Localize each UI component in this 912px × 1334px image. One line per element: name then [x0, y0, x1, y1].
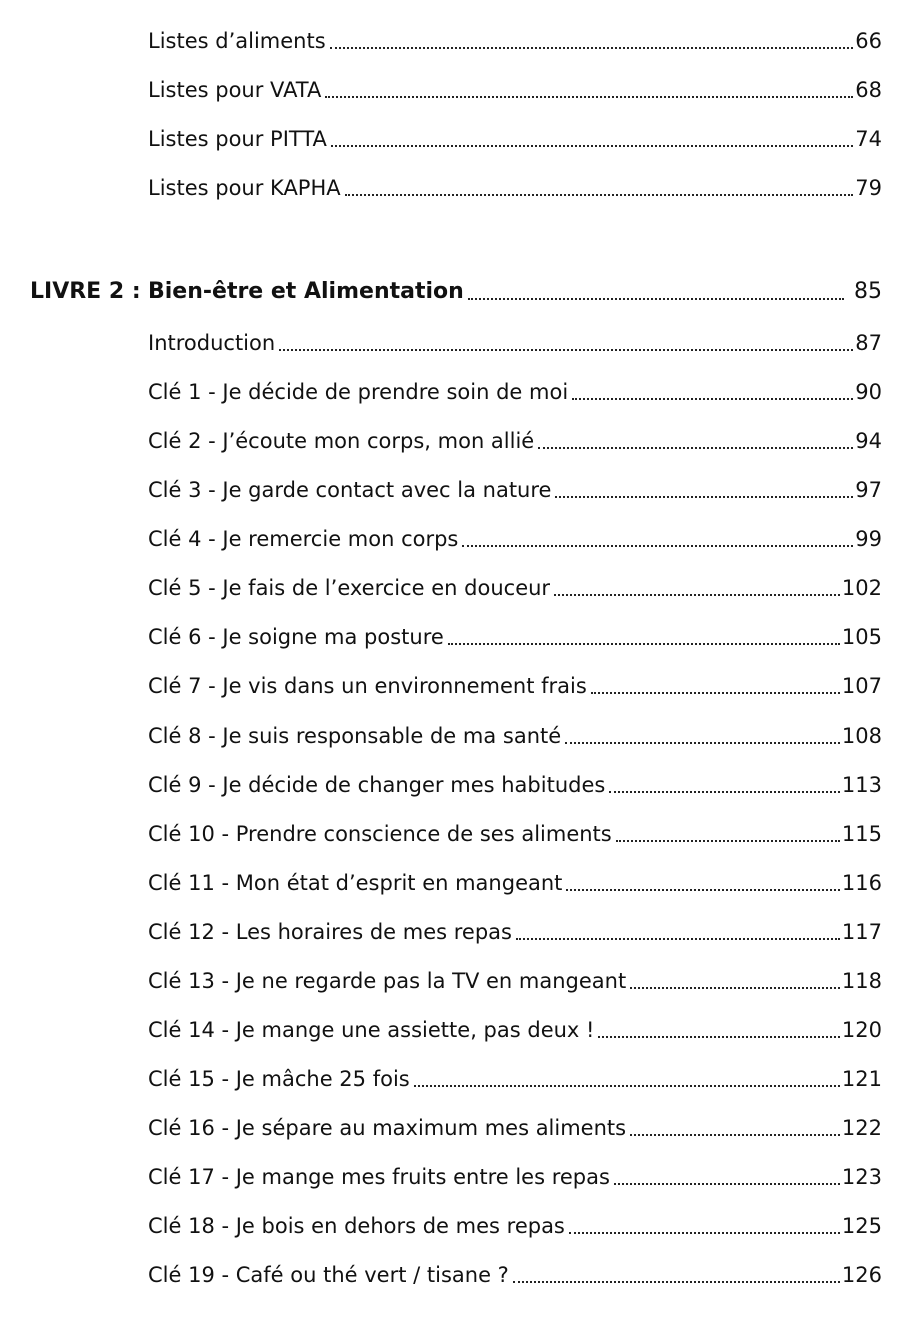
toc-entry-label: Clé 11 - Mon état d’esprit en mangeant [148, 871, 563, 895]
dot-leader [331, 145, 853, 147]
dot-leader [554, 594, 840, 596]
toc-entry-page: 122 [841, 1116, 882, 1140]
dot-leader [598, 1036, 839, 1038]
toc-entry-label: Listes d’aliments [148, 29, 326, 53]
toc-entry-page: 108 [841, 724, 882, 748]
part-title: Bien-être et Alimentation [148, 279, 464, 304]
toc-entry-label: Clé 10 - Prendre conscience de ses aliments [148, 822, 612, 846]
toc-entry-page: 121 [841, 1067, 882, 1091]
toc-entry[interactable] [148, 571, 882, 601]
toc-entry-page: 97 [855, 478, 882, 502]
toc-entry[interactable] [148, 522, 882, 552]
dot-leader [513, 1281, 840, 1283]
toc-entry[interactable] [148, 424, 882, 454]
toc-entry-page: 125 [841, 1214, 882, 1238]
dot-leader [468, 298, 844, 300]
toc-entry[interactable] [148, 669, 882, 699]
dot-leader [572, 398, 853, 400]
dot-leader [414, 1085, 840, 1087]
toc-entry-page: 123 [841, 1165, 882, 1189]
toc-entry-page: 79 [855, 176, 882, 200]
dot-leader [614, 1183, 840, 1185]
dot-leader [330, 47, 854, 49]
dot-leader [516, 938, 840, 940]
dot-leader [565, 742, 840, 744]
dot-leader [630, 1134, 840, 1136]
toc-entry-label: Clé 1 - Je décide de prendre soin de moi [148, 380, 569, 404]
dot-leader [279, 349, 853, 351]
dot-leader [555, 496, 853, 498]
part-heading[interactable] [30, 274, 882, 306]
toc-entry[interactable] [148, 1209, 882, 1239]
toc-entry[interactable] [148, 73, 882, 103]
toc-entry-page: 115 [841, 822, 882, 846]
toc-entry-page: 113 [841, 773, 882, 797]
dot-leader [325, 96, 853, 98]
toc-entry[interactable] [148, 1062, 882, 1092]
toc-entry-page: 118 [841, 969, 882, 993]
toc-entry[interactable] [148, 473, 882, 503]
toc-entry[interactable] [148, 866, 882, 896]
toc-entry-label: Listes pour PITTA [148, 127, 327, 151]
part-page: 85 [854, 279, 882, 304]
toc-entry-label: Clé 9 - Je décide de changer mes habitudes [148, 773, 606, 797]
toc-entry-label: Clé 8 - Je suis responsable de ma santé [148, 724, 562, 748]
toc-entry[interactable] [148, 768, 882, 798]
toc-entry[interactable] [148, 817, 882, 847]
toc-entry-label: Clé 6 - Je soigne ma posture [148, 625, 444, 649]
toc-entry[interactable] [148, 964, 882, 994]
toc-entry-page: 105 [841, 625, 882, 649]
toc-entry[interactable] [148, 1160, 882, 1190]
toc-entry-page: 66 [855, 29, 882, 53]
toc-entry-label: Clé 12 - Les horaires de mes repas [148, 920, 512, 944]
toc-entry-label: Introduction [148, 331, 276, 355]
toc-entry-label: Clé 5 - Je fais de l’exercice en douceur [148, 576, 551, 600]
toc-entry[interactable] [148, 122, 882, 152]
toc-entry-page: 94 [855, 429, 882, 453]
toc-entry-page: 99 [855, 527, 882, 551]
toc-entry-page: 68 [855, 78, 882, 102]
toc-entry-page: 117 [841, 920, 882, 944]
toc-entry-page: 74 [855, 127, 882, 151]
toc-entry-label: Clé 3 - Je garde contact avec la nature [148, 478, 552, 502]
toc-entry[interactable] [148, 326, 882, 356]
toc-entry-label: Clé 16 - Je sépare au maximum mes aliments [148, 1116, 627, 1140]
dot-leader [616, 840, 840, 842]
toc-entry-label: Clé 15 - Je mâche 25 fois [148, 1067, 410, 1091]
toc-entry[interactable] [148, 171, 882, 201]
toc-entry[interactable] [148, 620, 882, 650]
toc-entry[interactable] [148, 24, 882, 54]
toc-entry-label: Clé 18 - Je bois en dehors de mes repas [148, 1214, 565, 1238]
toc-entry-label: Clé 2 - J’écoute mon corps, mon allié [148, 429, 535, 453]
toc-entry-label: Clé 19 - Café ou thé vert / tisane ? [148, 1263, 509, 1287]
toc-entry-page: 120 [841, 1018, 882, 1042]
dot-leader [566, 889, 840, 891]
toc-entry[interactable] [148, 1258, 882, 1288]
toc-entry[interactable] [148, 1013, 882, 1043]
toc-entry-page: 102 [841, 576, 882, 600]
toc-entry-label: Clé 14 - Je mange une assiette, pas deux ! [148, 1018, 595, 1042]
toc-entry[interactable] [148, 1111, 882, 1141]
toc-entry-label: Clé 13 - Je ne regarde pas la TV en mangeant [148, 969, 627, 993]
dot-leader [448, 643, 840, 645]
toc-entry-label: Clé 4 - Je remercie mon corps [148, 527, 459, 551]
toc-entry-label: Listes pour VATA [148, 78, 322, 102]
toc-entry-page: 87 [855, 331, 882, 355]
toc-entry-page: 116 [841, 871, 882, 895]
toc-entry-label: Clé 17 - Je mange mes fruits entre les repas [148, 1165, 610, 1189]
toc-entry[interactable] [148, 915, 882, 945]
dot-leader [569, 1232, 840, 1234]
part-label: LIVRE 2 : [30, 279, 141, 304]
toc-entry-page: 126 [841, 1263, 882, 1287]
dot-leader [591, 692, 840, 694]
toc-entry-page: 107 [841, 674, 882, 698]
toc-entry-label: Clé 7 - Je vis dans un environnement frais [148, 674, 587, 698]
toc-entry-page: 90 [855, 380, 882, 404]
toc-entry-label: Listes pour KAPHA [148, 176, 341, 200]
dot-leader [630, 987, 840, 989]
dot-leader [538, 447, 853, 449]
toc-entry[interactable] [148, 719, 882, 749]
dot-leader [609, 791, 840, 793]
toc-entry[interactable] [148, 375, 882, 405]
dot-leader [345, 194, 854, 196]
dot-leader [462, 545, 853, 547]
